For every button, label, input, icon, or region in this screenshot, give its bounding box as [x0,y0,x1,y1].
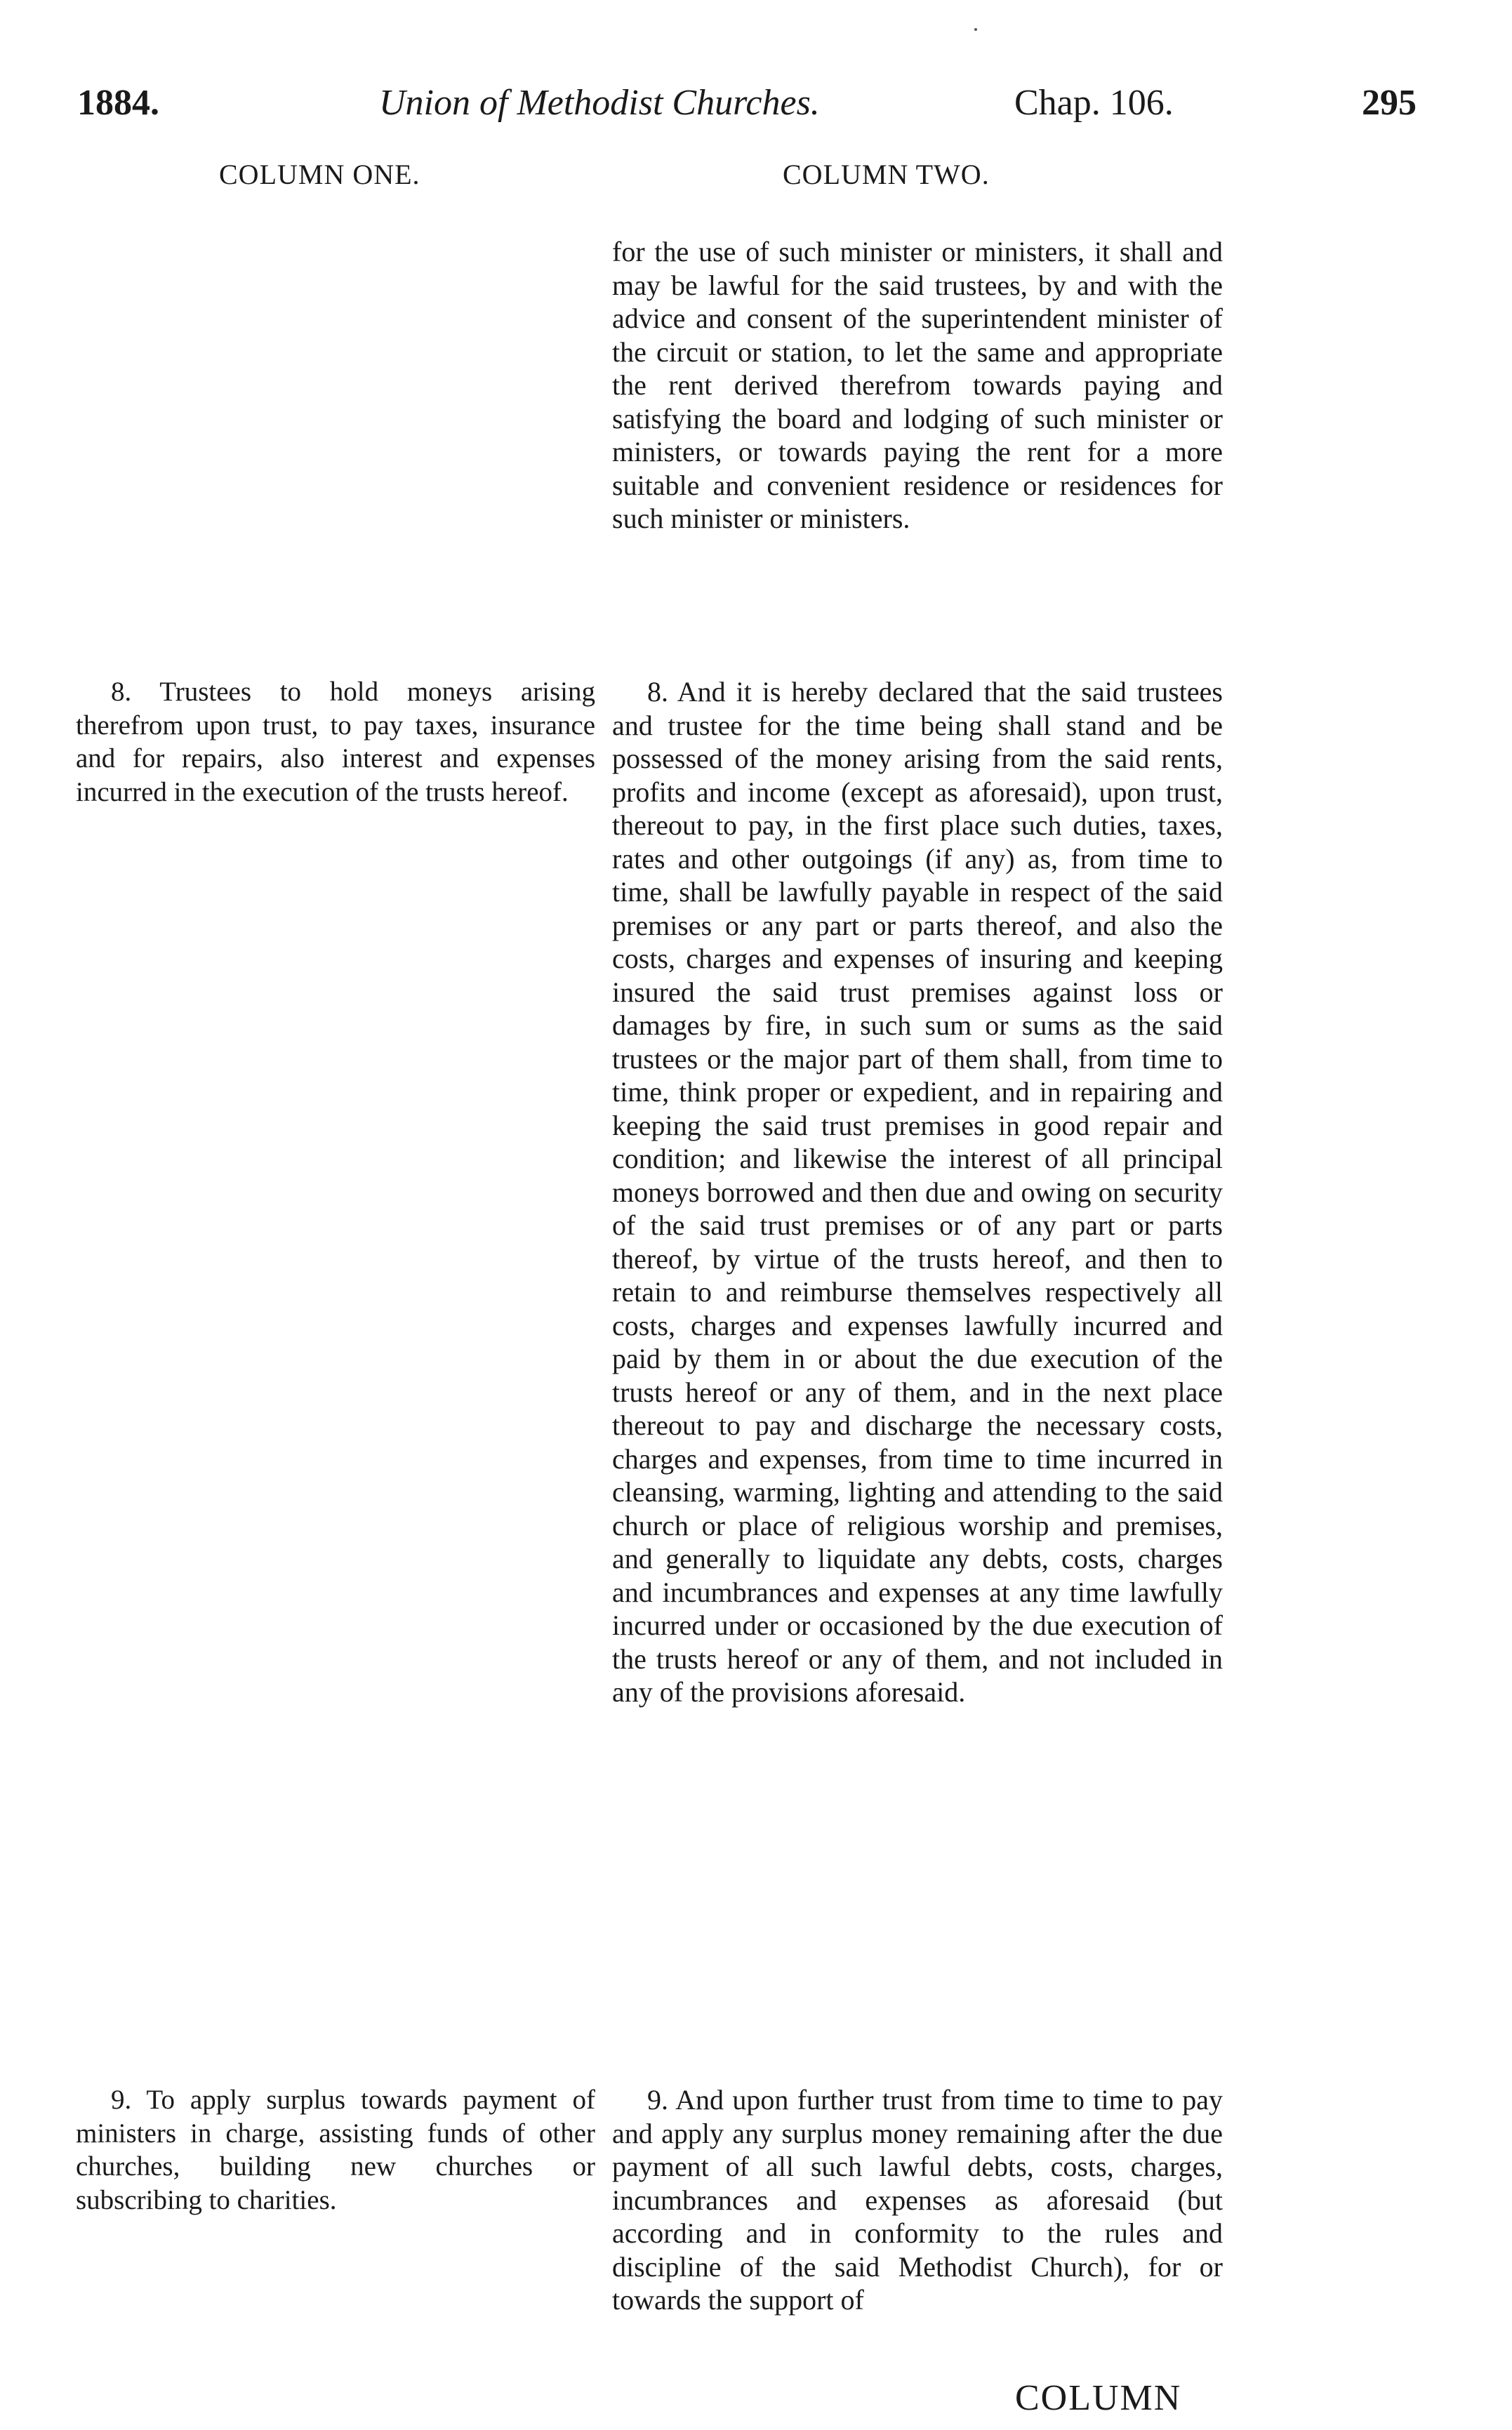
continuation-text [612,235,1223,536]
page-number: 295 [1362,83,1417,123]
marginal-note-text: 9. To apply surplus towards payment of ministers in charge, assisting funds of other churches, building new churches or subscribing to charities. [76,2085,595,2215]
header-title: Union of Methodist Churches. [379,83,820,123]
continuation-paragraph: for the use of such minister or ministers, it shall and may be lawful for the said trustees, by and with the advice and consent of the superintendent minister of the circuit or station, to let the same and appropriate the rent derived therefrom towards paying and satisfying the board and lodging of such minister or ministers, or towards paying the rent for a more suitable and convenient residence or residences for such minister or ministers. [612,236,1223,534]
section-8 [612,675,1223,1709]
column-two-heading: COLUMN TWO. [783,159,990,190]
section-9 [612,2083,1223,2317]
column-one-heading: COLUMN ONE. [219,159,420,190]
marginal-note-9 [76,2083,595,2217]
marginal-note-8 [76,675,595,809]
catchword: COLUMN [1015,2378,1182,2418]
section-8-text: 8. And it is hereby declared that the said trustees and trustee for the time being shall stand and be possessed of the money arising from the said rents, profits and income (except as aforesaid), upon trust, thereout to pay, in the first place such duties, taxes, rates and other outgoings (if any) as, from time to time, shall be lawfully payable in respect of the said premises or any part or parts thereof, and also the costs, charges and expenses of insuring and keeping insured the said trust premises against loss or damages by fire, in such sum or sums as the said trustees or the major part of them shall, from time to time, think proper or expedient, and in repairing and keeping the said trust premises in good repair and condition; and likewise the interest of all principal moneys borrowed and then due and owing on security of the said trust premises or of any part or parts thereof, by virtue of the trusts hereof, and then to retain to and reimburse themselves respectively all costs, charges and expenses lawfully incurred and paid by them in or about the due execution of the trusts hereof or any of them, and in the next place thereout to pay and discharge the necessary costs, charges and expenses, from time to time incurred in cleansing, warming, lighting and attending to the said church or place of religious worship and premises, and generally to liquidate any debts, costs, charges and incumbrances and expenses at any time lawfully incurred under or occasioned by the due execution of the trusts hereof or any of them, and not included in any of the provisions aforesaid. [612,676,1223,1708]
running-head [0,79,1512,135]
header-chapter: Chap. 106. [1014,83,1174,123]
marginal-note-text: 8. Trustees to hold moneys arising therefrom upon trust, to pay taxes, insurance and for repairs, also interest and expenses incurred in the execution of the trusts hereof. [76,677,595,807]
header-year: 1884. [77,83,159,123]
section-9-text: 9. And upon further trust from time to time to pay and apply any surplus money remaining after the due payment of all such lawful debts, costs, charges, incumbrances and expenses as aforesaid (but according and in conformity to the rules and discipline of the said Methodist Church), for or towards the support of [612,2084,1223,2316]
print-speck [974,28,977,31]
